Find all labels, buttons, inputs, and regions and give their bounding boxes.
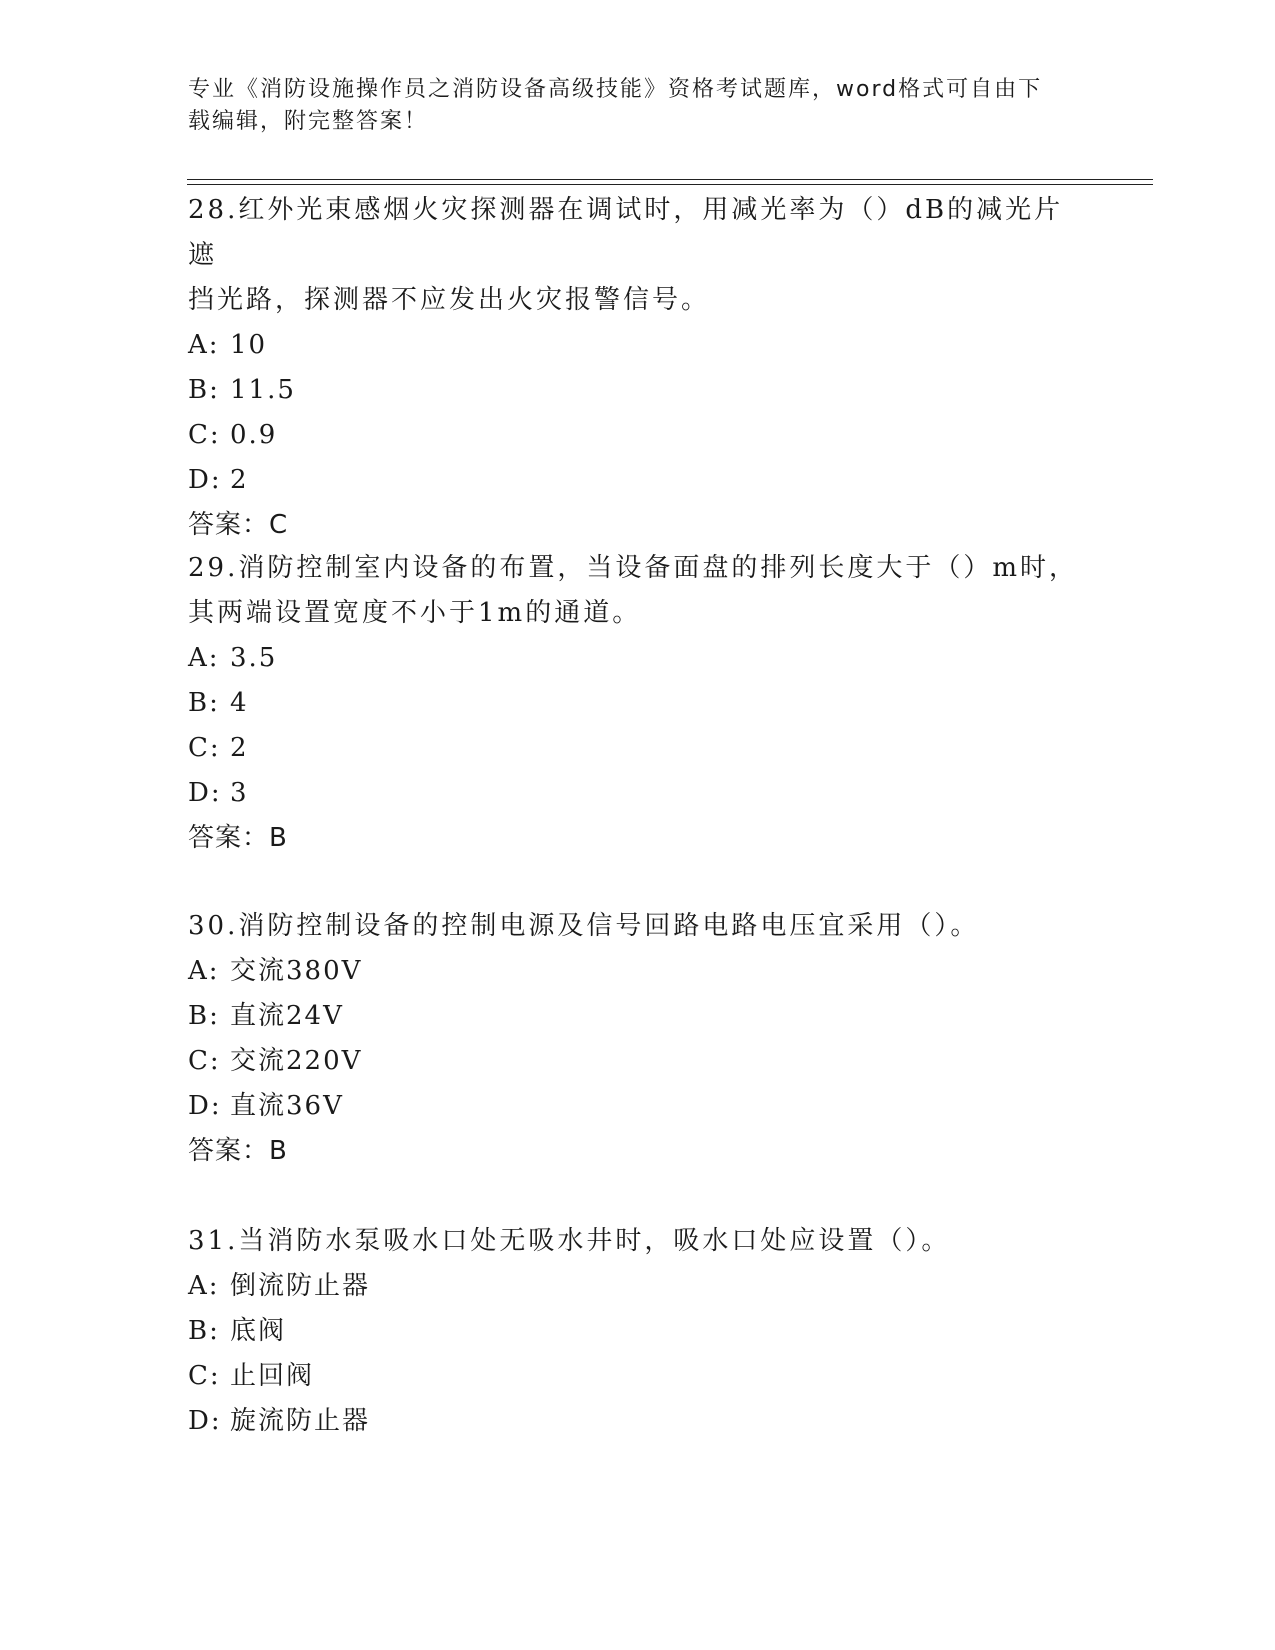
option-a (188, 1264, 1088, 1309)
option-text: 止回阀 (230, 1361, 315, 1391)
header-line-2: 载编辑，附完整答案！ (188, 109, 429, 134)
option-text: 2 (230, 733, 249, 763)
question-stem-line: 29.消防控制室内设备的布置，当设备面盘的排列长度大于（）m时， (188, 553, 1079, 583)
option-text: 直流36V (230, 1091, 344, 1121)
option-text: 旋流防止器 (230, 1406, 371, 1436)
option-b (188, 1309, 1088, 1354)
question-stem-line: 其两端设置宽度不小于1m的通道。 (188, 598, 642, 628)
option-text: 4 (230, 688, 249, 718)
option-text: 直流24V (230, 1001, 344, 1031)
option-key: A: (188, 330, 220, 360)
question-31 (188, 1219, 1088, 1444)
option-key: B: (188, 1316, 220, 1346)
option-text: 倒流防止器 (230, 1271, 371, 1301)
option-text: 交流380V (230, 956, 363, 986)
option-key: C: (188, 420, 221, 450)
option-d (188, 458, 1088, 503)
option-key: B: (188, 688, 220, 718)
option-key: C: (188, 733, 221, 763)
option-text: 底阀 (230, 1316, 287, 1346)
question-30 (188, 904, 1088, 1174)
option-b (188, 681, 1088, 726)
header-divider-bottom (187, 184, 1153, 185)
question-stem-line: 30.消防控制设备的控制电源及信号回路电路电压宜采用（）。 (188, 911, 980, 941)
option-text: 3 (230, 778, 249, 808)
option-key: D: (188, 1406, 222, 1436)
option-key: D: (188, 1091, 222, 1121)
option-c (188, 1039, 1088, 1084)
option-text: 2 (230, 465, 249, 495)
header-divider-top (187, 179, 1153, 180)
option-b (188, 994, 1088, 1039)
option-key: C: (188, 1361, 221, 1391)
option-text: 11.5 (230, 375, 296, 405)
answer-line: 答案：B (188, 823, 288, 853)
question-29 (188, 546, 1088, 861)
option-c (188, 1354, 1088, 1399)
option-d (188, 1399, 1088, 1444)
option-c (188, 726, 1088, 771)
option-text: 交流220V (230, 1046, 363, 1076)
option-key: A: (188, 643, 220, 673)
option-key: A: (188, 956, 220, 986)
option-a (188, 323, 1088, 368)
question-stem-line: 挡光路，探测器不应发出火灾报警信号。 (188, 285, 711, 315)
header-line-1: 专业《消防设施操作员之消防设备高级技能》资格考试题库，word格式可自由下 (188, 77, 1043, 102)
option-text: 0.9 (230, 420, 278, 450)
option-key: D: (188, 778, 222, 808)
option-d (188, 771, 1088, 816)
option-a (188, 636, 1088, 681)
option-key: B: (188, 375, 220, 405)
option-text: 10 (230, 330, 268, 360)
option-key: A: (188, 1271, 220, 1301)
option-a (188, 949, 1088, 994)
question-stem-line: 28.红外光束感烟火灾探测器在调试时，用减光率为（）dB的减光片遮 (188, 195, 1064, 270)
answer-line: 答案：B (188, 1136, 288, 1166)
question-28 (188, 188, 1088, 548)
option-text: 3.5 (230, 643, 278, 673)
question-stem-line: 31.当消防水泵吸水口处无吸水井时，吸水口处应设置（）。 (188, 1226, 951, 1256)
option-key: D: (188, 465, 222, 495)
document-header (188, 74, 1068, 138)
option-c (188, 413, 1088, 458)
option-key: B: (188, 1001, 220, 1031)
option-d (188, 1084, 1088, 1129)
answer-line: 答案：C (188, 510, 289, 540)
option-key: C: (188, 1046, 221, 1076)
option-b (188, 368, 1088, 413)
